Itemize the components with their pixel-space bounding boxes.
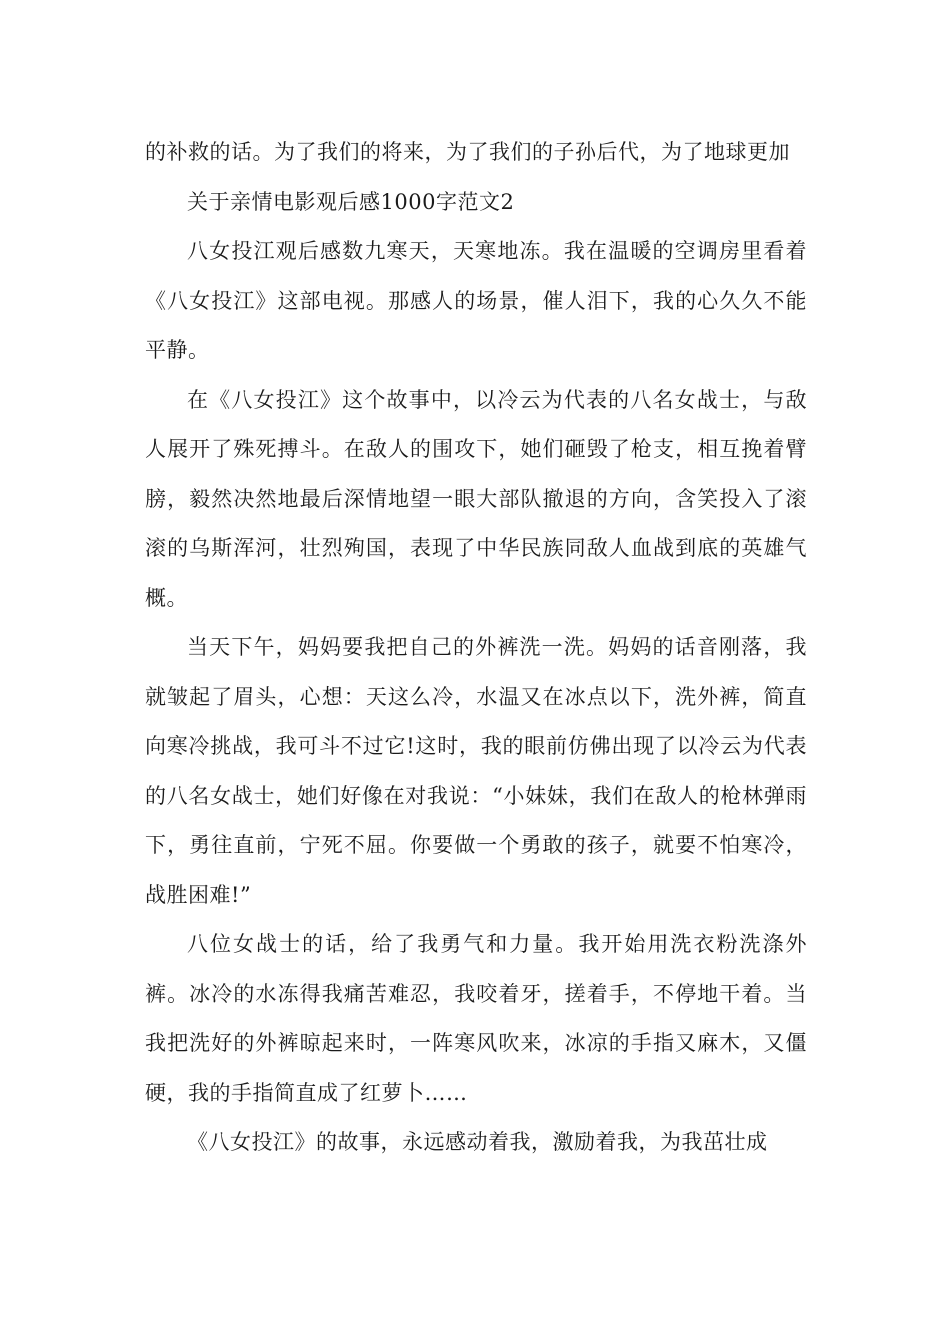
paragraph: 当天下午，妈妈要我把自己的外裤洗一洗。妈妈的话音刚落，我就皱起了眉头，心想：天这么冷，水温又在冰点以下，洗外裤，简直向寒冷挑战，我可斗不过它!这时，我的眼前仿佛出现了以冷云为代表的八名女战士，她们好像在对我说：“小妹妹，我们在敌人的枪林弹雨下，勇往直前，宁死不屈。你要做一个勇敢的孩子，就要不怕寒冷，战胜困难!”	[145, 635, 807, 907]
paragraph-continuation: 的补救的话。为了我们的将来，为了我们的子孙后代，为了地球更加	[145, 140, 790, 164]
paragraph: 《八女投江》的故事，永远感动着我，激励着我，为我茁壮成	[187, 1130, 768, 1154]
document-body	[145, 128, 807, 1168]
paragraph: 在《八女投江》这个故事中，以冷云为代表的八名女战士，与敌人展开了殊死搏斗。在敌人的围攻下，她们砸毁了枪支，相互挽着臂膀，毅然决然地最后深情地望一眼大部队撤退的方向，含笑投入了滚滚的乌斯浑河，壮烈殉国，表现了中华民族同敌人血战到底的英雄气概。	[145, 387, 807, 610]
paragraph: 八位女战士的话，给了我勇气和力量。我开始用洗衣粉洗涤外裤。冰冷的水冻得我痛苦难忍，我咬着牙，搓着手，不停地干着。当我把洗好的外裤晾起来时，一阵寒风吹来，冰凉的手指又麻木，又僵硬，我的手指简直成了红萝卜……	[145, 932, 807, 1105]
section-heading: 关于亲情电影观后感1000字范文2	[187, 189, 515, 214]
paragraph: 八女投江观后感数九寒天，天寒地冻。我在温暖的空调房里看着《八女投江》这部电视。那感人的场景，催人泪下，我的心久久不能平静。	[145, 239, 807, 362]
